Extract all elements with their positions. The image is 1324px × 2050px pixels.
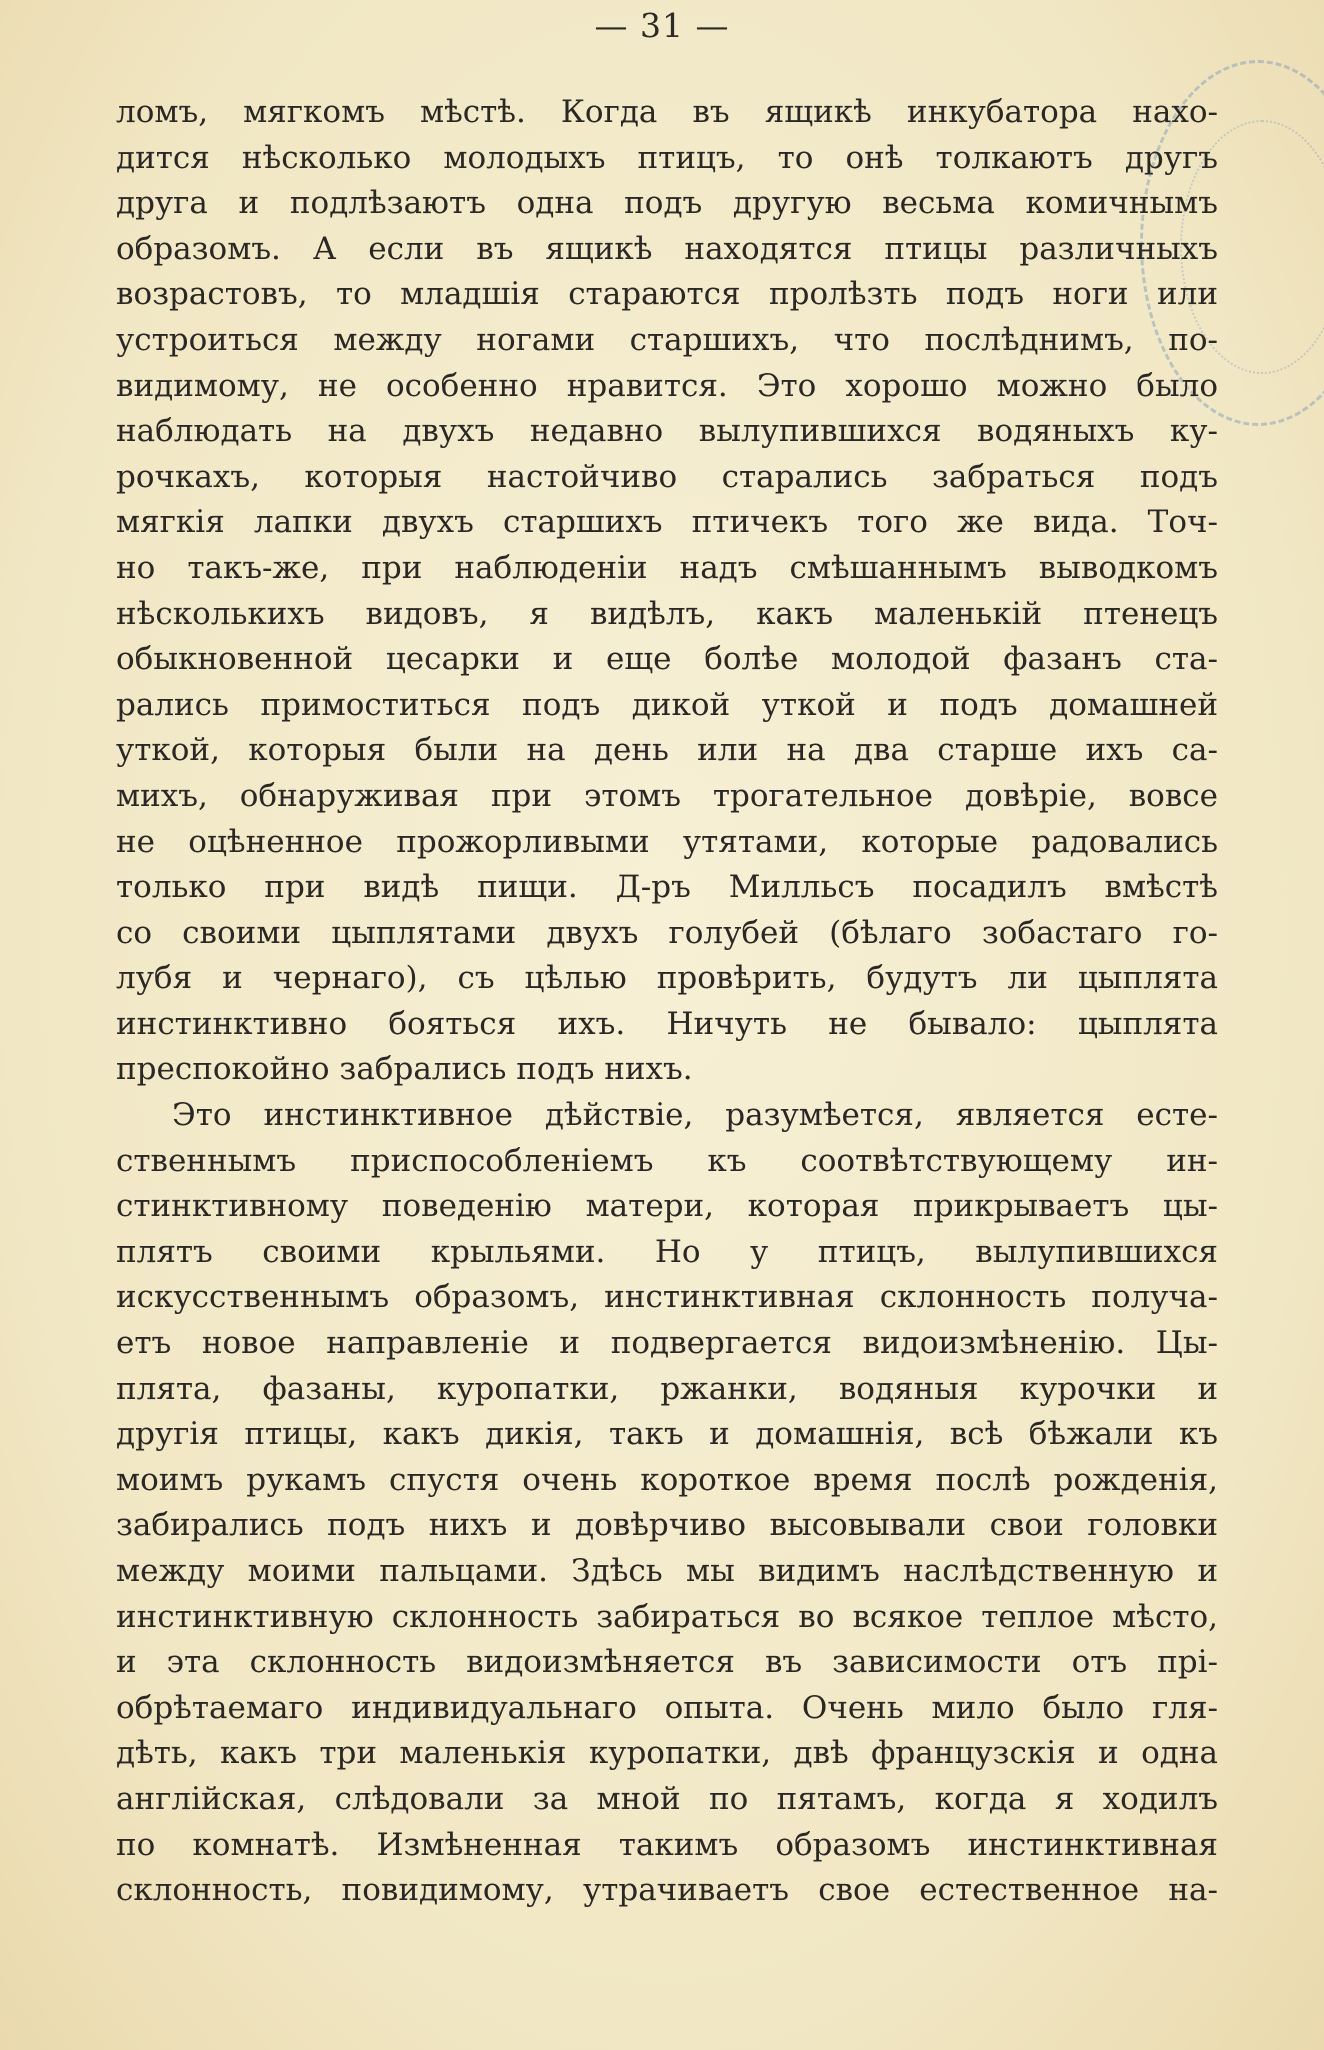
text-line: обрѣтаемаго индивидуальнаго опыта. Очень мило было гля- <box>116 1689 1218 1726</box>
text-line: инстинктивно бояться ихъ. Ничуть не бывало: цыплята <box>116 1005 1218 1042</box>
text-line: дится нѣсколько молодыхъ птицъ, то онѣ толкаютъ другъ <box>116 139 1218 176</box>
text-line: только при видѣ пищи. Д-ръ Милльсъ посадилъ вмѣстѣ <box>116 869 1218 906</box>
text-line: рочкахъ, которыя настойчиво старались забраться подъ <box>116 458 1218 495</box>
text-line: видимому, не особенно нравится. Это хорошо можно было <box>116 367 1218 404</box>
text-line: рались примоститься подъ дикой уткой и подъ домашней <box>116 686 1218 723</box>
text-line: но такъ-же, при наблюденіи надъ смѣшаннымъ выводкомъ <box>116 549 1218 586</box>
body-text <box>116 90 1218 1914</box>
text-line: склонность, повидимому, утрачиваетъ свое естественное на- <box>116 1872 1218 1909</box>
text-line: ломъ, мягкомъ мѣстѣ. Когда въ ящикѣ инкубатора нахо- <box>116 94 1218 130</box>
text-line: возрастовъ, то младшія стараются пролѣзть подъ ноги или <box>116 276 1218 313</box>
text-line: уткой, которыя были на день или на два старше ихъ са- <box>116 732 1218 769</box>
text-line: другія птицы, какъ дикія, такъ и домашнія, всѣ бѣжали къ <box>116 1416 1218 1453</box>
text-line: преспокойно забрались подъ нихъ. <box>116 1051 693 1088</box>
text-line: инстинктивную склонность забираться во всякое теплое мѣсто, <box>116 1598 1218 1635</box>
text-line: и эта склонность видоизмѣняется въ зависимости отъ прі- <box>116 1644 1218 1681</box>
text-line: нѣсколькихъ видовъ, я видѣлъ, какъ маленькій птенецъ <box>116 595 1218 632</box>
text-line: англійская, слѣдовали за мной по пятамъ, когда я ходилъ <box>116 1780 1218 1817</box>
text-line: плятъ своими крыльями. Но у птицъ, вылупившихся <box>116 1233 1218 1270</box>
text-line: искусственнымъ образомъ, инстинктивная склонность получа- <box>116 1279 1218 1316</box>
text-line: стинктивному поведенію матери, которая прикрываетъ цы- <box>116 1188 1218 1225</box>
text-line: ственнымъ приспособленіемъ къ соотвѣтствующему ин- <box>116 1142 1218 1179</box>
text-line: плята, фазаны, куропатки, ржанки, водяныя курочки и <box>116 1370 1218 1407</box>
text-line: обыкновенной цесарки и еще болѣе молодой фазанъ ста- <box>116 641 1218 678</box>
text-line: не оцѣненное прожорливыми утятами, которые радовались <box>116 823 1218 860</box>
text-line: етъ новое направленіе и подвергается видоизмѣненію. Цы- <box>116 1325 1218 1362</box>
text-line: друга и подлѣзаютъ одна подъ другую весьма комичнымъ <box>116 185 1218 222</box>
text-line: михъ, обнаруживая при этомъ трогательное довѣріе, вовсе <box>116 777 1218 814</box>
text-line: устроиться между ногами старшихъ, что послѣднимъ, по- <box>116 321 1218 358</box>
text-line: по комнатѣ. Измѣненная такимъ образомъ инстинктивная <box>116 1826 1218 1863</box>
text-line: образомъ. А если въ ящикѣ находятся птицы различныхъ <box>116 230 1218 267</box>
text-line: дѣть, какъ три маленькія куропатки, двѣ французскія и одна <box>116 1735 1218 1772</box>
paragraph-2 <box>116 1093 1218 1914</box>
text-line: наблюдать на двухъ недавно вылупившихся водяныхъ ку- <box>116 413 1218 450</box>
text-line: мягкія лапки двухъ старшихъ птичекъ того же вида. Точ- <box>116 504 1218 541</box>
paragraph-1 <box>116 90 1218 1093</box>
page-number: — 31 — <box>594 6 730 45</box>
text-line: лубя и чернаго), съ цѣлью провѣрить, будутъ ли цыплята <box>116 960 1218 997</box>
text-line: между моими пальцами. Здѣсь мы видимъ наслѣдственную и <box>116 1553 1218 1589</box>
text-line: забирались подъ нихъ и довѣрчиво высовывали свои головки <box>116 1507 1218 1544</box>
text-line: со своими цыплятами двухъ голубей (бѣлаго зобастаго го- <box>116 914 1218 951</box>
text-line: Это инстинктивное дѣйствіе, разумѣется, является есте- <box>172 1097 1218 1134</box>
text-line: моимъ рукамъ спустя очень короткое время послѣ рожденія, <box>116 1461 1218 1498</box>
